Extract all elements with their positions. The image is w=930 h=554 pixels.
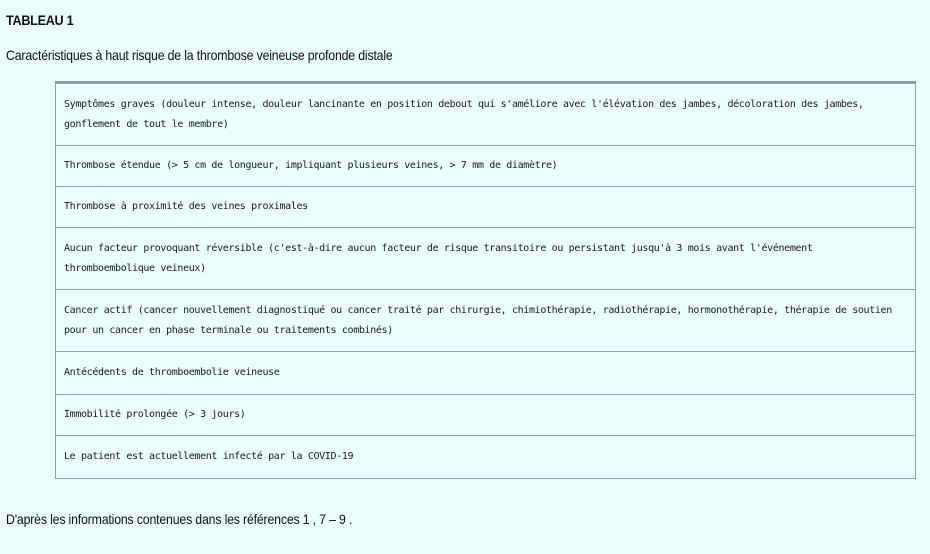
table-cell-immobility: Immobilité prolongée (> 3 jours) — [56, 395, 916, 436]
table-cell-active-cancer: Cancer actif (cancer nouvellement diagnostiqué ou cancer traité par chirurgie, chimiothérapie, radiothérapie, hormonothérapie, thérapie de soutien pour un cancer en phase terminale ou traitements combinés) — [56, 290, 916, 352]
table-row — [56, 146, 916, 187]
risk-table-container — [55, 81, 916, 479]
table-row — [56, 352, 916, 395]
table-cell-covid: Le patient est actuellement infecté par la COVID-19 — [56, 436, 916, 479]
table-row — [56, 84, 916, 146]
table-cell-proximity-thrombosis: Thrombose à proximité des veines proximales — [56, 187, 916, 228]
table-cell-extensive-thrombosis: Thrombose étendue (> 5 cm de longueur, impliquant plusieurs veines, > 7 mm de diamètre) — [56, 146, 916, 187]
source-note: D'après les informations contenues dans les références 1 , 7 – 9 . — [6, 511, 353, 527]
table-row — [56, 187, 916, 228]
table-row — [56, 395, 916, 436]
table-title: Caractéristiques à haut risque de la thrombose veineuse profonde distale — [6, 47, 393, 63]
table-cell-history-vte: Antécédents de thromboembolie veineuse — [56, 352, 916, 395]
table-label: TABLEAU 1 — [6, 12, 74, 28]
table-cell-severe-symptoms: Symptômes graves (douleur intense, douleur lancinante en position debout qui s'améliore avec l'élévation des jambes, décoloration des jambes, gonflement de tout le membre) — [56, 84, 916, 146]
table-row — [56, 228, 916, 290]
risk-factors-table — [55, 83, 916, 479]
table-row — [56, 436, 916, 479]
table-cell-no-provoking-factor: Aucun facteur provoquant réversible (c'est-à-dire aucun facteur de risque transitoire ou persistant jusqu'à 3 mois avant l'événement thromboembolique veineux) — [56, 228, 916, 290]
table-row — [56, 290, 916, 352]
